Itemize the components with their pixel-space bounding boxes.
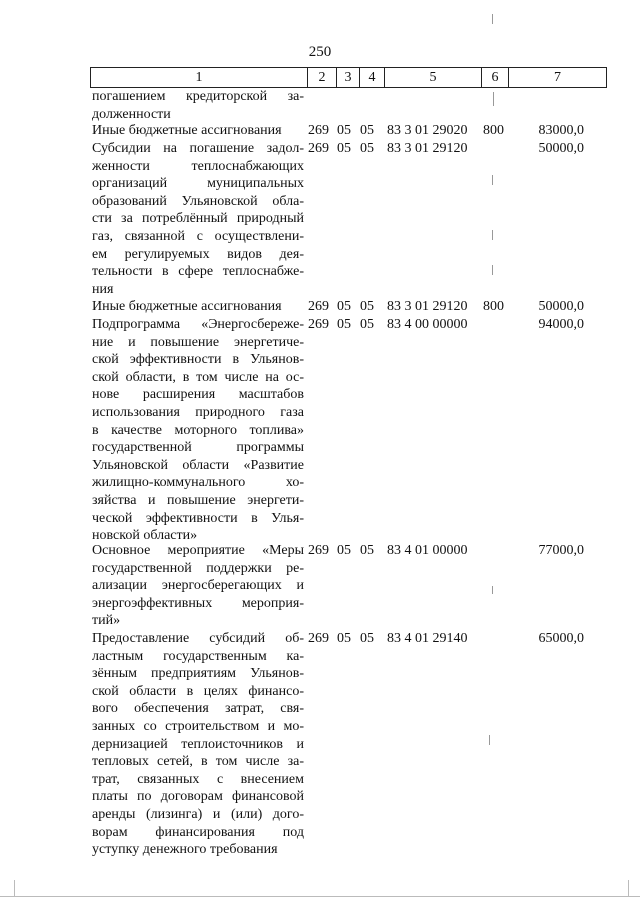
row-name-line: Основное мероприятие «Меры — [92, 543, 304, 558]
scan-mark — [492, 265, 493, 275]
cell-c4: 05 — [360, 631, 374, 646]
cell-c4: 05 — [360, 123, 374, 138]
row-name-line: ластным государственным ка- — [92, 648, 304, 664]
row-name-line: в качестве моторного топлива» — [92, 422, 304, 438]
scan-mark — [492, 175, 493, 185]
row-name-line: организаций муниципальных — [92, 176, 304, 192]
row-name-line: ской эффективности в Ульянов- — [92, 352, 304, 368]
row-name-line: газ, связанной с осуществлени- — [92, 228, 304, 244]
row-name-line: Субсидии на погашение задол- — [92, 141, 304, 156]
row-name-line: вого обеспечения затрат, свя- — [92, 701, 304, 717]
page-number: 250 — [308, 44, 332, 60]
row-name-line: Иные бюджетные ассигнования — [92, 123, 282, 138]
scan-mark — [492, 14, 493, 24]
cell-c3: 05 — [337, 299, 351, 314]
cell-c4: 05 — [360, 141, 374, 156]
row-name-line: долженности — [92, 106, 171, 122]
row-name-line: государственной программы — [92, 440, 304, 456]
cell-c7: 50000,0 — [538, 141, 584, 156]
cell-c7: 50000,0 — [538, 299, 584, 314]
row-name-line: погашением кредиторской за- — [92, 89, 304, 104]
column-header-2: 2 — [308, 68, 337, 88]
row-name-line: государственной поддержки ре- — [92, 560, 304, 576]
row-name — [92, 122, 304, 140]
cell-c7: 77000,0 — [538, 543, 584, 558]
cell-c2: 269 — [308, 299, 329, 314]
row-name-line: ния — [92, 281, 114, 297]
row-name-line: платы по договорам финансовой — [92, 789, 304, 805]
cell-c6: 800 — [483, 299, 504, 314]
row-name-line: трат, связанных с внесением — [92, 771, 304, 787]
row-name-line: Подпрограмма «Энергосбереже- — [92, 317, 304, 332]
cell-c2: 269 — [308, 543, 329, 558]
row-name-line: новской области» — [92, 528, 198, 544]
cell-c7: 83000,0 — [538, 123, 584, 138]
cell-c5: 83 4 01 00000 — [387, 543, 468, 558]
row-name — [92, 542, 304, 630]
cell-c3: 05 — [337, 317, 351, 332]
column-header-table — [90, 67, 607, 88]
cell-c6: 800 — [483, 123, 504, 138]
row-name-line: женности теплоснабжающих — [92, 158, 304, 174]
row-name-line: жилищно-коммунального хо- — [92, 475, 304, 491]
row-name — [92, 630, 304, 859]
row-name — [92, 88, 304, 123]
scan-mark — [493, 92, 494, 106]
row-name-line: образований Ульяновской обла- — [92, 193, 304, 209]
cell-c2: 269 — [308, 141, 329, 156]
cell-c2: 269 — [308, 317, 329, 332]
cell-c5: 83 3 01 29120 — [387, 299, 468, 314]
row-name-line: уступку денежного требования — [92, 842, 278, 858]
column-header-7: 7 — [509, 68, 607, 88]
row-name-line: зённым предприятиям Ульянов- — [92, 666, 304, 682]
scan-mark — [489, 735, 490, 745]
column-header-4: 4 — [360, 68, 385, 88]
cell-c5: 83 4 01 29140 — [387, 631, 468, 646]
row-name-line: тельности в сфере теплоснабже- — [92, 264, 304, 280]
cell-c7: 65000,0 — [538, 631, 584, 646]
scan-frame-right — [628, 880, 629, 896]
cell-c5: 83 3 01 29020 — [387, 123, 468, 138]
row-name-line: ние и повышение энергетиче- — [92, 334, 304, 350]
row-name-line: ем регулируемых видов дея- — [92, 246, 304, 262]
cell-c5: 83 4 00 00000 — [387, 317, 468, 332]
row-name-line: энергоэффективных мероприя- — [92, 595, 304, 611]
cell-c2: 269 — [308, 631, 329, 646]
row-name-line: тий» — [92, 613, 121, 629]
row-name — [92, 298, 304, 316]
row-name — [92, 140, 304, 298]
row-name-line: зяйства и повышение энергети- — [92, 492, 304, 508]
row-name-line: тепловых сетей, в том числе за- — [92, 754, 304, 770]
row-name-line: ской области в целях финансо- — [92, 683, 304, 699]
cell-c3: 05 — [337, 123, 351, 138]
scan-frame-left — [14, 880, 15, 896]
column-header-1: 1 — [91, 68, 308, 88]
cell-c3: 05 — [337, 543, 351, 558]
row-name-line: сти за потреблённый природный — [92, 211, 304, 227]
row-name-line: использования природного газа — [92, 404, 304, 420]
row-name-line: ворам финансирования под — [92, 824, 304, 840]
row-name-line: Ульяновской области «Развитие — [92, 457, 304, 473]
scan-mark — [492, 230, 493, 240]
column-header-6: 6 — [482, 68, 509, 88]
cell-c7: 94000,0 — [538, 317, 584, 332]
row-name-line: дернизацией теплоисточников и — [92, 736, 304, 752]
row-name-line: аренды (лизинга) и (или) дого- — [92, 806, 304, 822]
cell-c5: 83 3 01 29120 — [387, 141, 468, 156]
row-name — [92, 316, 304, 545]
row-name-line: занных со строительством и мо- — [92, 718, 304, 734]
row-name-line: нове расширения масштабов — [92, 387, 304, 403]
row-name-line: Предоставление субсидий об- — [92, 631, 304, 646]
cell-c4: 05 — [360, 299, 374, 314]
scan-mark — [492, 586, 493, 594]
cell-c2: 269 — [308, 123, 329, 138]
row-name-line: Иные бюджетные ассигнования — [92, 299, 282, 314]
row-name-line: ской области, в том числе на ос- — [92, 369, 304, 385]
cell-c4: 05 — [360, 543, 374, 558]
column-header-5: 5 — [385, 68, 482, 88]
row-name-line: ализации энергосберегающих и — [92, 578, 304, 594]
cell-c3: 05 — [337, 631, 351, 646]
column-header-3: 3 — [337, 68, 360, 88]
cell-c4: 05 — [360, 317, 374, 332]
row-name-line: ческой эффективности в Улья- — [92, 510, 304, 526]
scan-frame-bottom — [0, 896, 640, 897]
cell-c3: 05 — [337, 141, 351, 156]
